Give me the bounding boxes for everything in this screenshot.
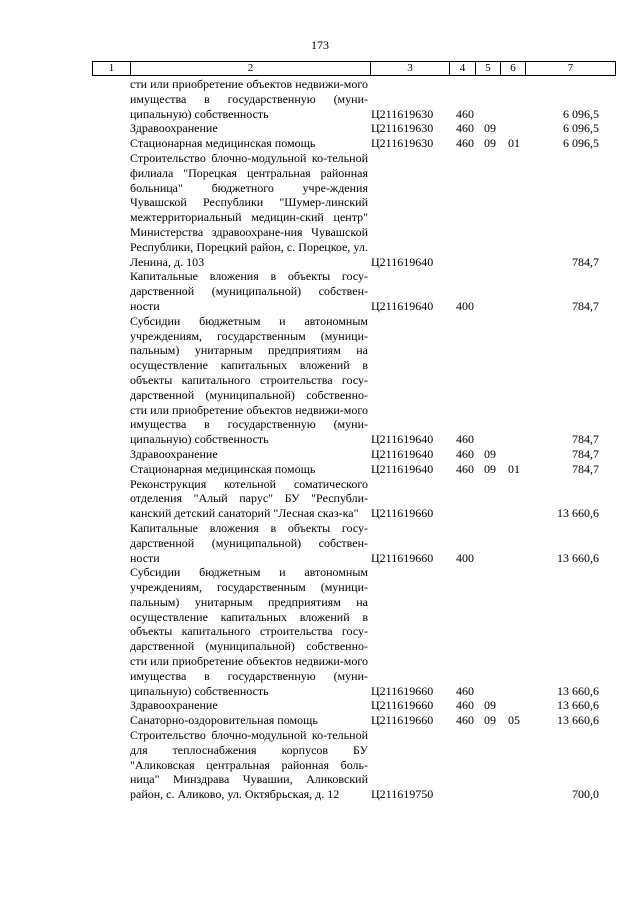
target-article-code: Ц211619640 <box>371 461 434 476</box>
amount: 784,7 <box>572 432 599 447</box>
row-description: Субсидии бюджетным и автономным учреждениям, государственным (муници-пальным) унитарным предприятиям на осуществление капитальных вложений в объекты капитального строительства госу-дарственной (муниципальной) собственно-сти или приобретение объектов недвижи-мого имущества в государственную (муни-ципальную) собственность <box>130 313 368 447</box>
row-description: Стационарная медицинская помощь <box>130 461 316 476</box>
amount: 784,7 <box>572 446 599 461</box>
subsection-code: 05 <box>508 713 520 728</box>
amount: 784,7 <box>572 461 599 476</box>
section-code: 09 <box>484 446 496 461</box>
expense-type-code: 460 <box>456 446 474 461</box>
target-article-code: Ц211619640 <box>371 432 434 447</box>
amount: 6 096,5 <box>563 136 599 151</box>
table-row <box>0 269 640 313</box>
target-article-code: Ц211619660 <box>371 506 434 521</box>
target-article-code: Ц211619640 <box>371 298 434 313</box>
expense-type-code: 460 <box>456 121 474 136</box>
table-row <box>0 565 640 698</box>
section-code: 09 <box>484 136 496 151</box>
subsection-code: 01 <box>508 136 520 151</box>
row-description: Реконструкция котельной соматического отделения "Алый парус" БУ "Республи-канский детский санаторий "Лесная сказ-ка" <box>130 476 368 521</box>
row-description: Стационарная медицинская помощь <box>130 136 316 151</box>
table-row <box>0 447 640 462</box>
target-article-code: Ц211619660 <box>371 550 434 565</box>
table-row <box>0 151 640 269</box>
amount: 13 660,6 <box>557 698 599 713</box>
column-header-2: 2 <box>131 62 371 76</box>
row-description: Строительство блочно-модульной ко-тельной для теплоснабжения корпусов БУ "Аликовская центральная районная боль-ница" Минздрава Чувашии, Аликовский район, с. Аликово, ул. Октябрьская, д. 12 <box>130 728 368 802</box>
target-article-code: Ц211619630 <box>371 106 434 121</box>
column-header-row <box>92 61 616 76</box>
target-article-code: Ц211619640 <box>371 254 434 269</box>
expense-type-code: 460 <box>456 136 474 151</box>
amount: 13 660,6 <box>557 683 599 698</box>
amount: 13 660,6 <box>557 506 599 521</box>
table-row <box>0 462 640 477</box>
column-header-5: 5 <box>476 62 501 76</box>
section-code: 09 <box>484 121 496 136</box>
subsection-code: 01 <box>508 461 520 476</box>
section-code: 09 <box>484 713 496 728</box>
target-article-code: Ц211619640 <box>371 446 434 461</box>
target-article-code: Ц211619660 <box>371 713 434 728</box>
expense-type-code: 400 <box>456 550 474 565</box>
section-code: 09 <box>484 698 496 713</box>
target-article-code: Ц211619750 <box>371 787 434 802</box>
table-row <box>0 698 640 713</box>
column-header-3: 3 <box>371 62 450 76</box>
table-row <box>0 121 640 136</box>
expense-type-code: 460 <box>456 713 474 728</box>
target-article-code: Ц211619630 <box>371 136 434 151</box>
column-header-7: 7 <box>526 62 616 76</box>
target-article-code: Ц211619660 <box>371 698 434 713</box>
table-row <box>0 136 640 151</box>
row-description: Здравоохранение <box>130 121 218 136</box>
amount: 784,7 <box>572 254 599 269</box>
amount: 6 096,5 <box>563 106 599 121</box>
target-article-code: Ц211619630 <box>371 121 434 136</box>
row-description: Субсидии бюджетным и автономным учреждениям, государственным (муници-пальным) унитарным предприятиям на осуществление капитальных вложений в объекты капитального строительства госу-дарственной (муниципальной) собственно-сти или приобретение объектов недвижи-мого имущества в государственную (муни-ципальную) собственность <box>130 565 368 698</box>
amount: 6 096,5 <box>563 121 599 136</box>
column-header-6: 6 <box>501 62 526 76</box>
amount: 784,7 <box>572 298 599 313</box>
row-description: Строительство блочно-модульной ко-тельной филиала "Порецкая центральная районная больница" бюджетного учре-ждения Чувашской Республики "Шумер-линский межтерриториальный медицин-ский центр" Министерства здравоохране-ния Чувашской Республики, Порецкий район, с. Порецкое, ул. Ленина, д. 103 <box>130 150 368 269</box>
amount: 700,0 <box>572 787 599 802</box>
expense-type-code: 460 <box>456 432 474 447</box>
table-row <box>0 713 640 728</box>
row-description: сти или приобретение объектов недвижи-мого имущества в государственную (муни-ципальную) собственность <box>130 77 368 121</box>
section-code: 09 <box>484 461 496 476</box>
expense-type-code: 460 <box>456 683 474 698</box>
table-row <box>0 477 640 521</box>
amount: 13 660,6 <box>557 550 599 565</box>
row-description: Здравоохранение <box>130 446 218 461</box>
expense-type-code: 460 <box>456 698 474 713</box>
expense-type-code: 460 <box>456 461 474 476</box>
expense-type-code: 400 <box>456 298 474 313</box>
column-header-1: 1 <box>93 62 131 76</box>
target-article-code: Ц211619660 <box>371 683 434 698</box>
row-description: Санаторно-оздоровительная помощь <box>130 713 318 728</box>
page-number: 173 <box>311 38 329 52</box>
table-row <box>0 728 640 802</box>
row-description: Здравоохранение <box>130 698 218 713</box>
budget-table-body <box>0 77 640 802</box>
column-header-4: 4 <box>450 62 476 76</box>
table-row <box>0 77 640 121</box>
table-row <box>0 521 640 565</box>
table-row <box>0 314 640 447</box>
row-description: Капитальные вложения в объекты госу-дарственной (муниципальной) собствен-ности <box>130 520 368 565</box>
amount: 13 660,6 <box>557 713 599 728</box>
expense-type-code: 460 <box>456 106 474 121</box>
row-description: Капитальные вложения в объекты госу-дарственной (муниципальной) собствен-ности <box>130 269 368 313</box>
